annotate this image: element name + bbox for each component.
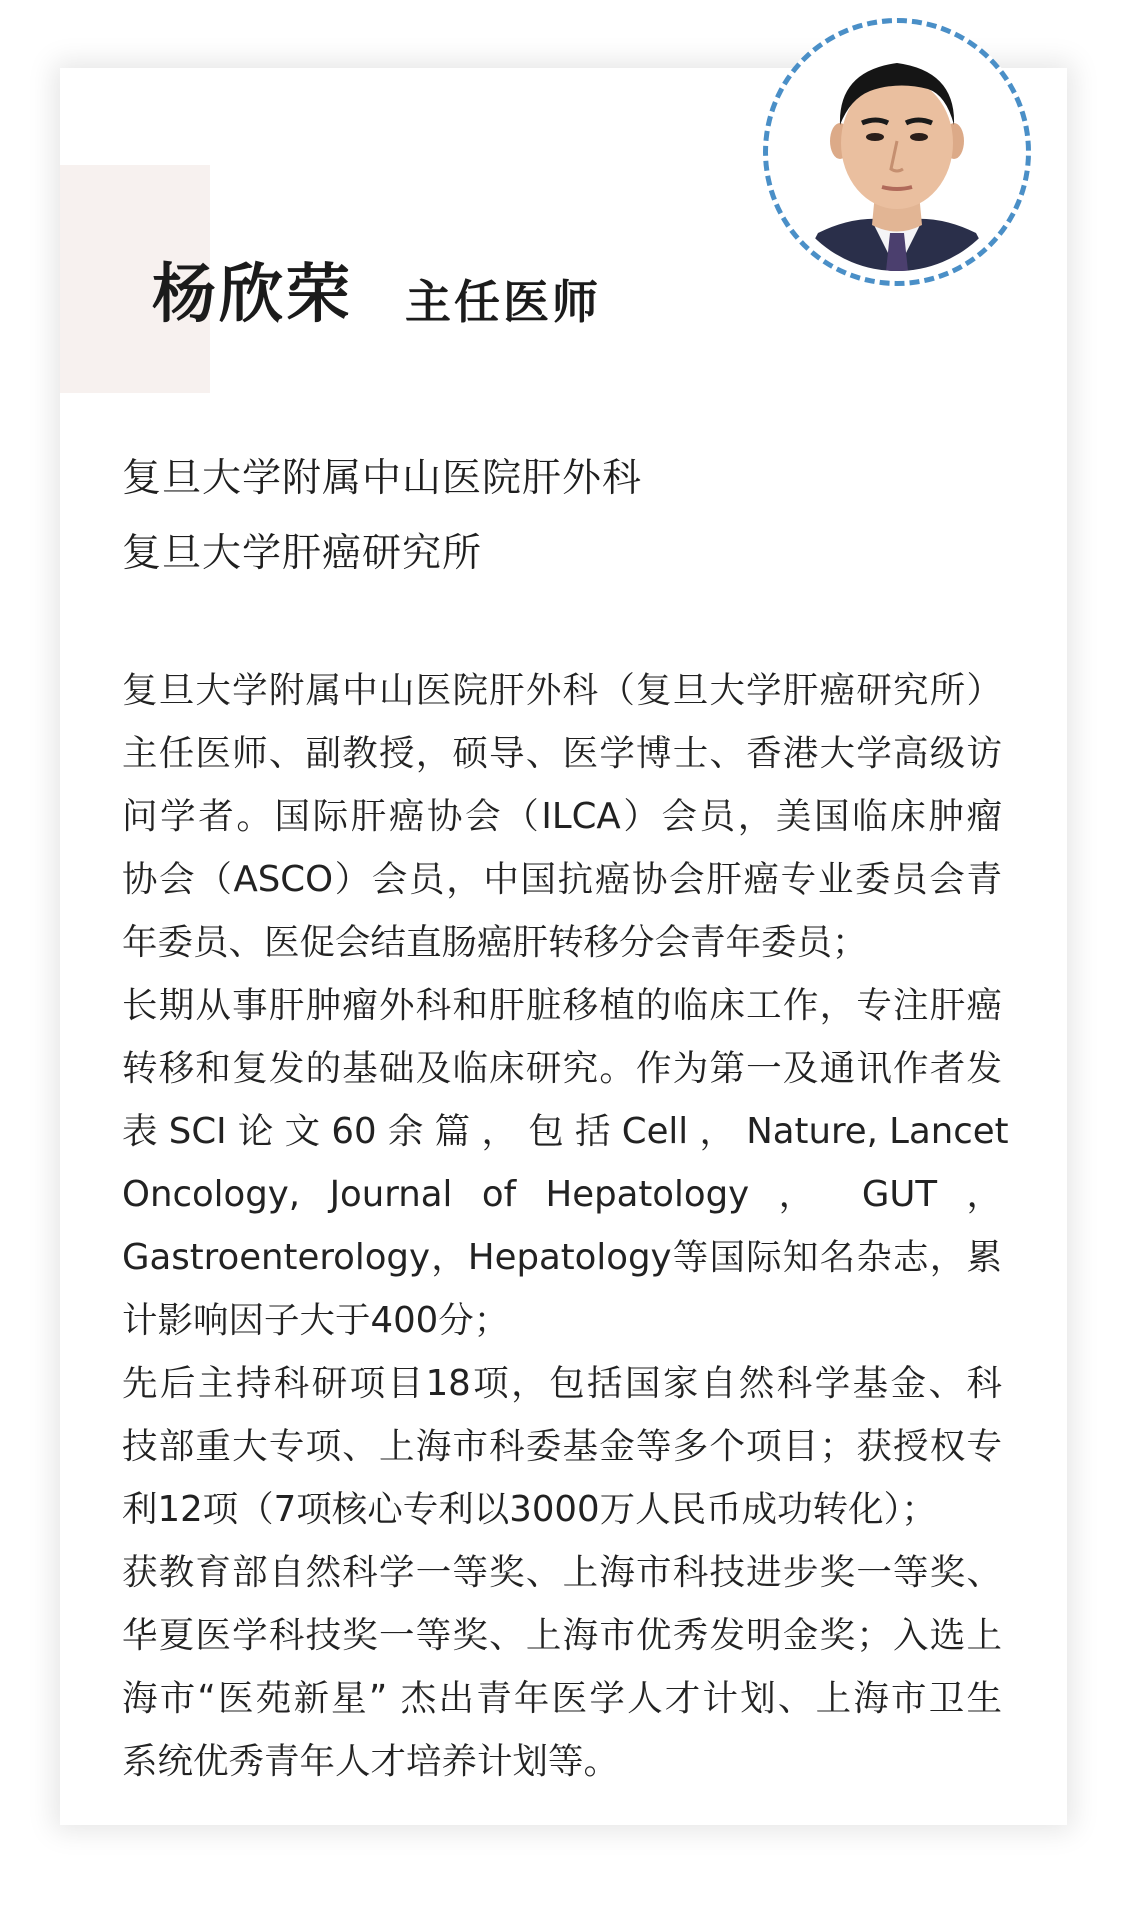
doctor-portrait-icon [778, 33, 1016, 271]
bio-line: 获教育部自然科学一等奖、上海市科技进步奖一等奖、 [122, 1552, 1002, 1593]
bio-line: 表 SCI 论 文 60 余 篇 ， 包 括 Cell ， Nature, Lancet [122, 1111, 1009, 1152]
biography [122, 659, 1009, 1793]
bio-line: 年委员、医促会结直肠癌肝转移分会青年委员； [122, 922, 868, 963]
bio-line: 复旦大学附属中山医院肝外科（复旦大学肝癌研究所） [122, 670, 1002, 711]
bio-line: 利12项（7项核心专利以3000万人民币成功转化）； [122, 1489, 937, 1530]
doctor-title: 主任医师 [405, 275, 601, 329]
affiliation-line: 复旦大学肝癌研究所 [122, 531, 483, 576]
bio-line: 华夏医学科技奖一等奖、上海市优秀发明金奖；入选上 [122, 1615, 1002, 1656]
avatar [778, 33, 1016, 271]
bio-line: 海市“医苑新星” 杰出青年医学人才计划、上海市卫生 [122, 1678, 1002, 1719]
bio-line: 先后主持科研项目18项，包括国家自然科学基金、科 [122, 1363, 1002, 1404]
bio-line: 转移和复发的基础及临床研究。作为第一及通讯作者发 [122, 1048, 1002, 1089]
bio-line: Gastroenterology，Hepatology等国际知名杂志，累 [122, 1237, 1002, 1278]
bio-line: 长期从事肝肿瘤外科和肝脏移植的临床工作，专注肝癌 [122, 985, 1002, 1026]
affiliation-line: 复旦大学附属中山医院肝外科 [122, 456, 643, 501]
bio-line: 协会（ASCO）会员，中国抗癌协会肝癌专业委员会青 [122, 859, 1002, 900]
bio-line: 问学者。国际肝癌协会（ILCA）会员，美国临床肿瘤 [122, 796, 1002, 837]
bio-line: 技部重大专项、上海市科委基金等多个项目；获授权专 [122, 1426, 1002, 1467]
bio-line: 主任医师、副教授，硕导、医学博士、香港大学高级访 [122, 733, 1002, 774]
bio-line: Oncology, Journal of Hepatology ， GUT ， [122, 1174, 1002, 1215]
doctor-name: 杨欣荣 [152, 258, 353, 332]
bio-line: 系统优秀青年人才培养计划等。 [122, 1741, 620, 1782]
bio-line: 计影响因子大于400分； [122, 1300, 510, 1341]
